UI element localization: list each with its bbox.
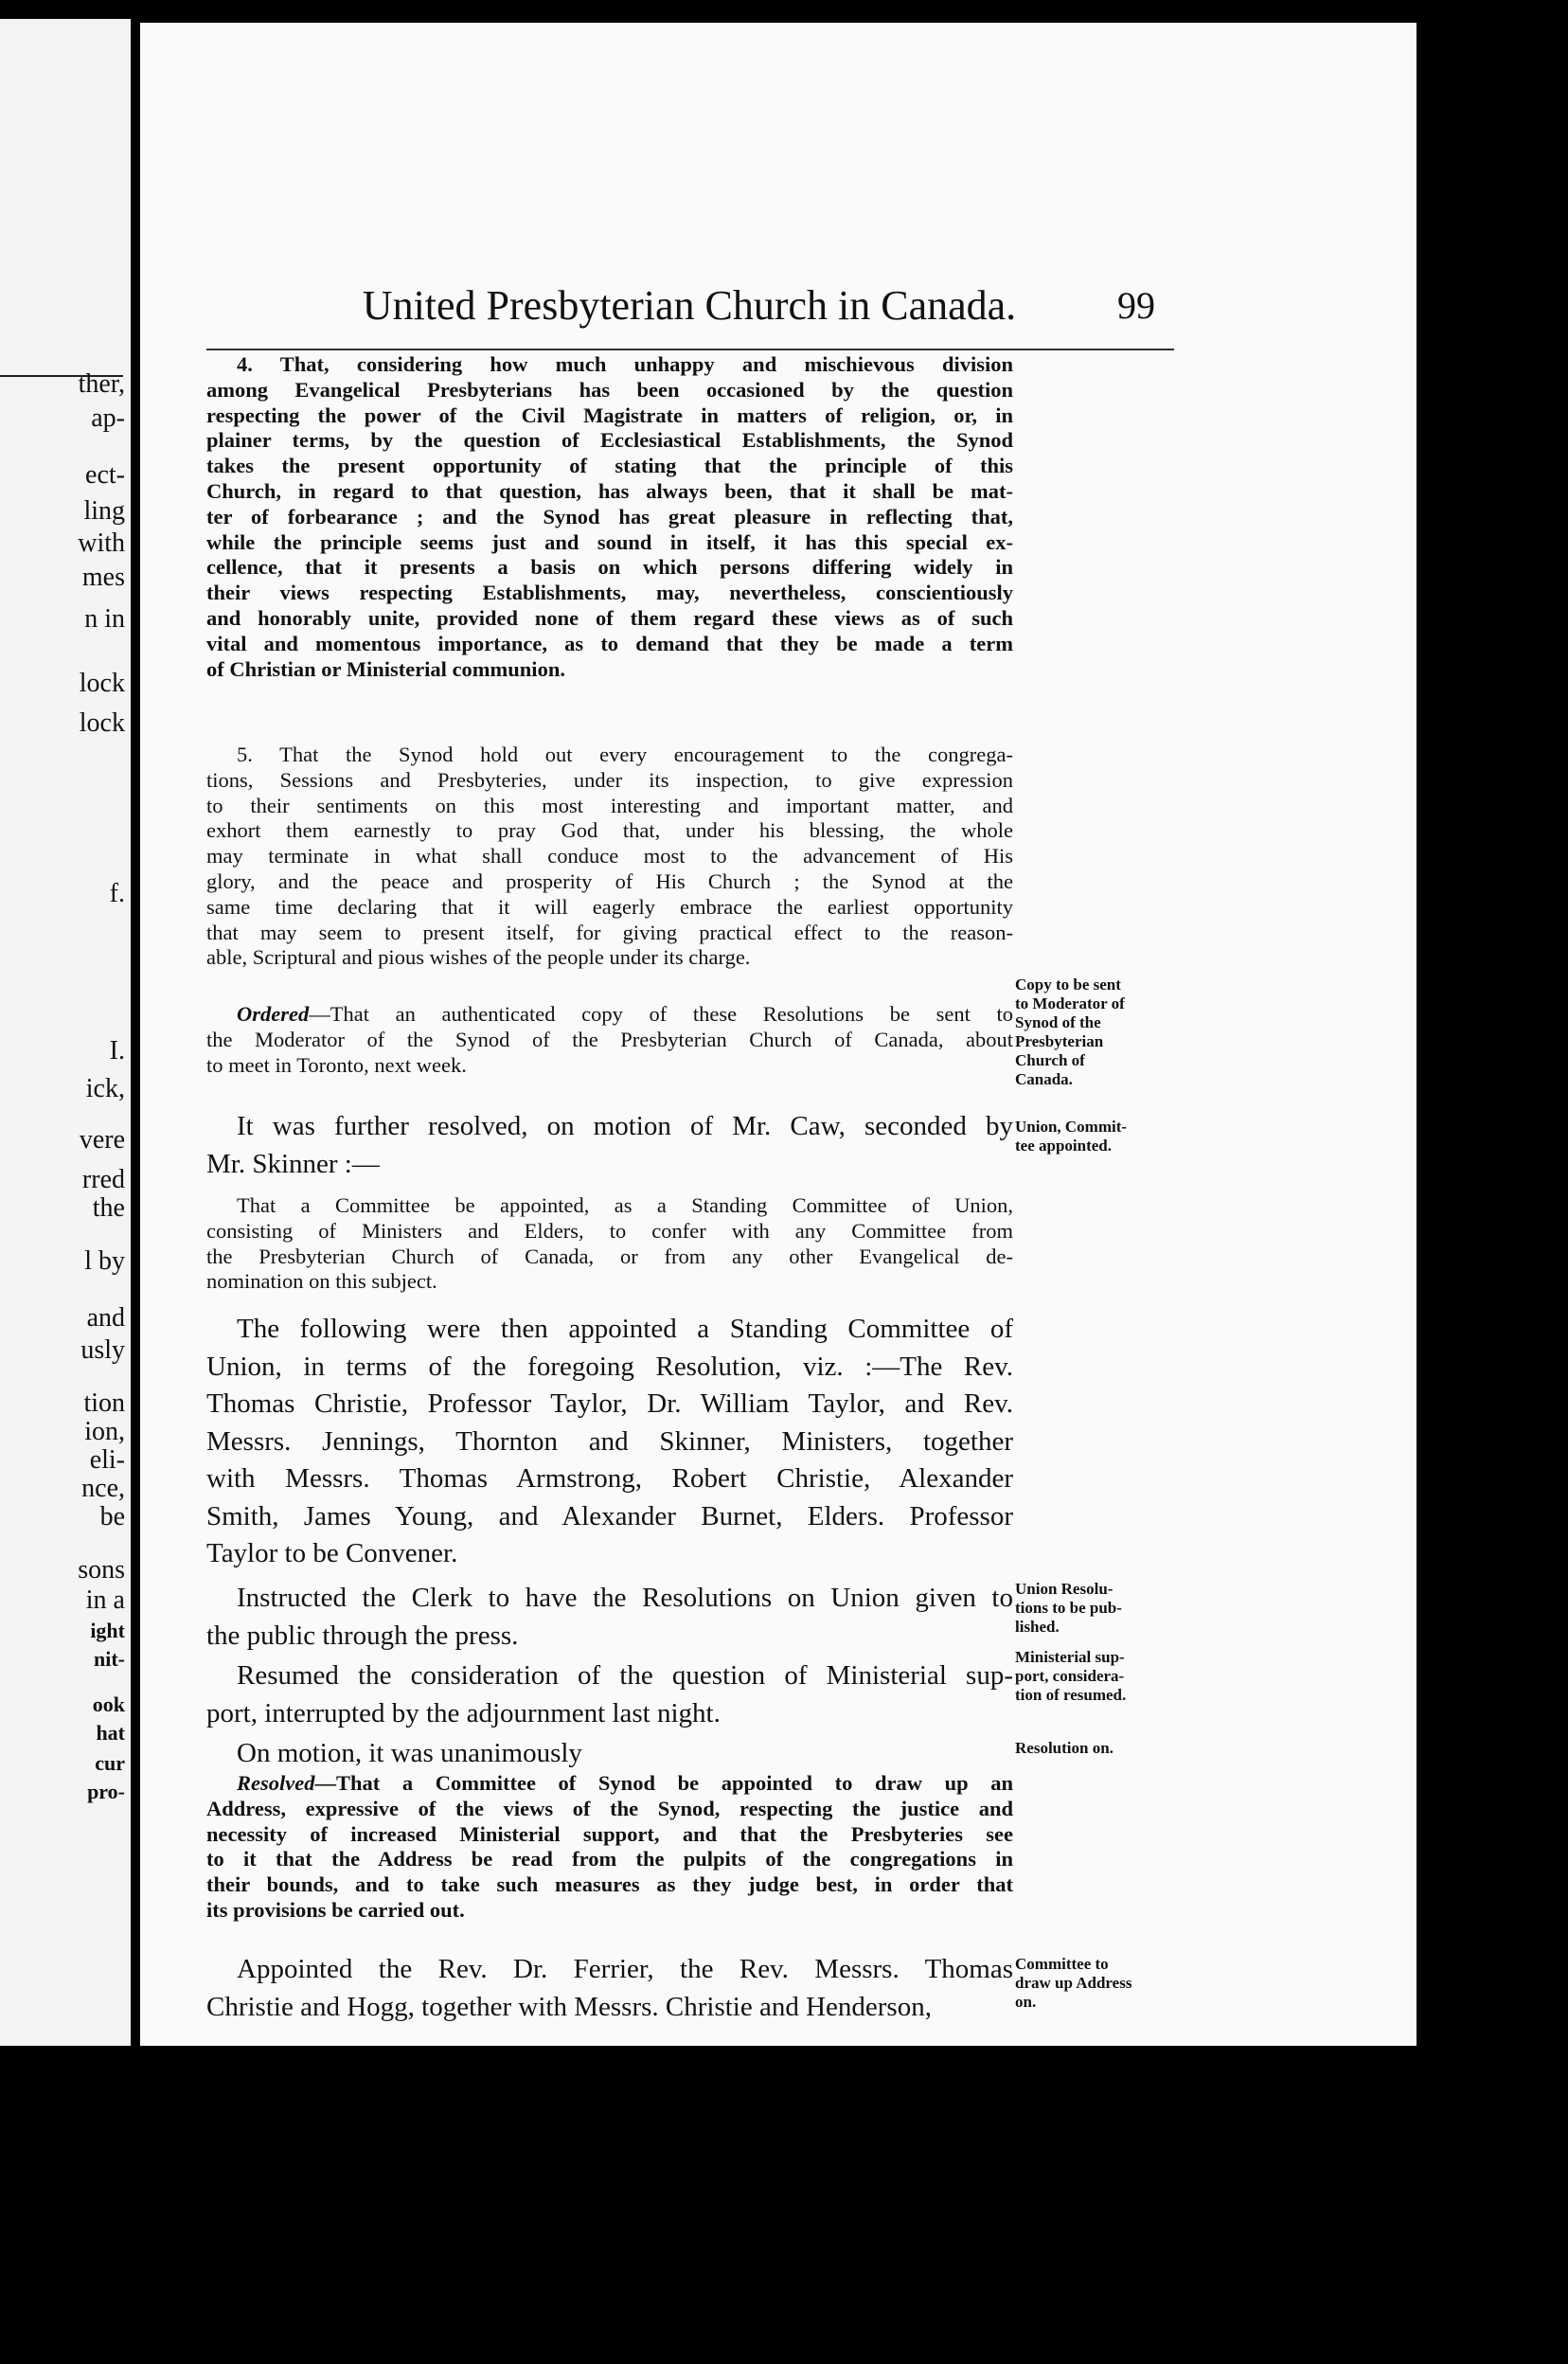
text-line: exhort them earnestly to pray God that, under his blessing, the whole	[206, 818, 1013, 843]
lead-word: Ordered	[237, 1002, 310, 1026]
text-line: to their sentiments on this most interesting and important matter, and	[206, 793, 1013, 817]
text-line: nomination on this subject.	[206, 1269, 437, 1294]
previous-page-fragment: ion,	[84, 1417, 125, 1446]
previous-page-fragment: ight	[90, 1619, 125, 1642]
text-line: respecting the power of the Civil Magistrate in matters of religion, or, in	[206, 403, 1013, 427]
lead-text: —That a Committee of Synod be appointed to draw up an	[314, 1771, 1013, 1795]
previous-page-fragment: usly	[80, 1335, 125, 1365]
following-appointed	[206, 1311, 1013, 1573]
previous-page-fragment: in a	[85, 1585, 125, 1615]
resumed-consideration	[206, 1657, 1013, 1732]
text-line: their views respecting Establishments, may, nevertheless, conscientiously	[206, 581, 1013, 605]
previous-page-fragment: lock	[79, 669, 125, 698]
previous-page-fragment: tion	[83, 1388, 125, 1418]
previous-page-fragment: and	[86, 1303, 125, 1333]
previous-page-fragment: pro-	[87, 1780, 125, 1803]
margin-note-resolution-on	[1015, 1739, 1189, 1758]
appointed-committee	[206, 1951, 1013, 2026]
text-line: port, interrupted by the adjournment last night.	[206, 1697, 721, 1728]
text-line: able, Scriptural and pious wishes of the people under its charge.	[206, 945, 751, 970]
previous-page-fragment: nce,	[81, 1474, 125, 1503]
text-line: Mr. Skinner :—	[206, 1148, 380, 1179]
margin-note-line: Union, Commit-	[1015, 1118, 1128, 1136]
previous-page-fragment: ick,	[85, 1074, 125, 1103]
margin-note-copy	[1015, 976, 1189, 1089]
header-rule	[206, 349, 1174, 350]
margin-note-line: Union Resolu-	[1015, 1580, 1114, 1598]
margin-note-line: Synod of the	[1015, 1013, 1101, 1031]
previous-page-fragment: with	[78, 528, 125, 558]
resolved-paragraph	[206, 1771, 1013, 1924]
text-line: Taylor to be Convener.	[206, 1538, 458, 1568]
margin-note-line: on.	[1015, 1993, 1037, 2011]
margin-note-line: Resolution on.	[1015, 1739, 1114, 1757]
text-line: necessity of increased Ministerial support, and that the Presbyteries see	[206, 1821, 1013, 1846]
margin-note-committee-address	[1015, 1955, 1189, 2012]
on-motion-line: On motion, it was unanimously	[237, 1738, 582, 1768]
text-line: of Christian or Ministerial communion.	[206, 656, 565, 681]
previous-page-fragment: I.	[109, 1036, 125, 1066]
text-line: Smith, James Young, and Alexander Burnet, Elders. Professor	[206, 1500, 1013, 1531]
text-line: It was further resolved, on motion of Mr. Caw, seconded by	[237, 1111, 1013, 1141]
margin-note-line: Copy to be sent	[1015, 976, 1121, 994]
text-line: Christie and Hogg, together with Messrs. Christie and Henderson,	[206, 1991, 932, 2022]
text-line: their bounds, and to take such measures as they judge best, in order that	[206, 1872, 1013, 1897]
previous-page-fragment: be	[99, 1502, 125, 1531]
text-line: 4. That, considering how much unhappy and mischievous division	[237, 352, 1013, 376]
previous-page-fragment: ook	[92, 1692, 125, 1716]
previous-page-fragment: f.	[109, 879, 125, 908]
margin-note-line: Canada.	[1015, 1070, 1073, 1088]
previous-page-edge	[0, 19, 131, 2046]
lead-word: Resolved	[237, 1771, 315, 1795]
text-line: 5. That the Synod hold out every encouragement to the congrega-	[237, 743, 1013, 766]
text-line: Appointed the Rev. Dr. Ferrier, the Rev. Messrs. Thomas	[237, 1954, 1013, 1984]
text-line: to it that the Address be read from the pulpits of the congregations in	[206, 1847, 1013, 1872]
previous-page-fragment: vere	[79, 1125, 125, 1155]
margin-note-line: tion of resumed.	[1015, 1686, 1127, 1704]
previous-page-fragment: sons	[78, 1555, 125, 1585]
text-line: tions, Sessions and Presbyteries, under its inspection, to give expression	[206, 767, 1013, 792]
text-line: vital and momentous importance, as to demand that they be made a term	[206, 631, 1013, 655]
previous-page-fragment: l by	[84, 1246, 125, 1276]
margin-note-line: to Moderator of	[1015, 994, 1125, 1012]
text-line: and honorably unite, provided none of them regard these views as of such	[206, 605, 1013, 630]
margin-note-line: tee appointed.	[1015, 1137, 1112, 1155]
text-line: Instructed the Clerk to have the Resolutions on Union given to	[237, 1583, 1013, 1613]
text-line: cellence, that it presents a basis on which persons differing widely in	[206, 555, 1013, 580]
margin-note-line: port, considera-	[1015, 1667, 1125, 1685]
text-line: Resumed the consideration of the question of Ministerial sup-	[237, 1660, 1013, 1691]
text-line: glory, and the peace and prosperity of His Church ; the Synod at the	[206, 869, 1013, 893]
text-line: The following were then appointed a Standing Committee of	[237, 1314, 1013, 1344]
lead-text: —That an authenticated copy of these Resolutions be sent to	[309, 1002, 1013, 1026]
text-line	[206, 1002, 1013, 1028]
text-line: same time declaring that it will eagerly embrace the earliest opportunity	[206, 894, 1013, 919]
margin-note-line: Church of	[1015, 1051, 1085, 1069]
text-line: That a Committee be appointed, as a Standing Committee of Union,	[237, 1193, 1013, 1217]
margin-note-line: Presbyterian	[1015, 1032, 1104, 1050]
previous-page-fragment: lock	[79, 708, 125, 738]
running-head: United Presbyterian Church in Canada.	[362, 282, 1017, 329]
previous-page-fragment: mes	[81, 563, 125, 592]
previous-page-fragment: ling	[83, 496, 125, 526]
text-line: Church, in regard to that question, has always been, that it shall be mat-	[206, 478, 1013, 503]
committee-resolution	[206, 1193, 1013, 1295]
previous-page-fragment: nit-	[94, 1647, 125, 1671]
text-line: Messrs. Jennings, Thornton and Skinner, Ministers, together	[206, 1425, 1013, 1457]
text-line: among Evangelical Presbyterians has been occasioned by the question	[206, 377, 1013, 402]
text-line: may terminate in what shall conduce most to the advancement of His	[206, 844, 1013, 869]
previous-page-fragment: rred	[81, 1165, 125, 1194]
text-line: the Presbyterian Church of Canada, or from any other Evangelical de-	[206, 1244, 1013, 1268]
ordered-paragraph	[206, 1002, 1013, 1078]
text-line: plainer terms, by the question of Ecclesiastical Establishments, the Synod	[206, 428, 1013, 453]
previous-page-fragment: ther,	[78, 369, 125, 399]
margin-note-line: lished.	[1015, 1618, 1060, 1636]
text-line: the public through the press.	[206, 1620, 519, 1651]
text-line: Address, expressive of the views of the Synod, respecting the justice and	[206, 1796, 1013, 1820]
text-line	[206, 1771, 1013, 1797]
resolution-5	[206, 743, 1013, 971]
previous-page-fragment: the	[92, 1193, 125, 1223]
text-line: with Messrs. Thomas Armstrong, Robert Christie, Alexander	[206, 1463, 1013, 1494]
text-line: while the principle seems just and sound in itself, it has this special ex-	[206, 529, 1013, 554]
text-line: its provisions be carried out.	[206, 1897, 465, 1922]
margin-note-union-resolutions	[1015, 1580, 1189, 1637]
text-line: takes the present opportunity of stating that the principle of this	[206, 454, 1013, 478]
text-line: ter of forbearance ; and the Synod has great pleasure in reflecting that,	[206, 504, 1013, 528]
margin-note-line: tions to be pub-	[1015, 1599, 1122, 1617]
previous-page-fragment: n in	[84, 604, 125, 634]
resolution-4	[206, 352, 1013, 682]
instructed-clerk	[206, 1580, 1013, 1655]
previous-page-fragment: eli-	[89, 1445, 125, 1475]
text-line: to meet in Toronto, next week.	[206, 1052, 467, 1077]
page-number: 99	[1117, 284, 1155, 327]
text-line: that may seem to present itself, for giving practical effect to the reason-	[206, 920, 1013, 944]
margin-note-line: draw up Address	[1015, 1974, 1132, 1992]
previous-page-fragment: ap-	[91, 403, 125, 433]
margin-note-union-committee	[1015, 1118, 1189, 1155]
previous-page-fragment: hat	[96, 1721, 125, 1745]
text-line: Union, in terms of the foregoing Resolution, viz. :—The Rev.	[206, 1351, 1013, 1382]
previous-page-fragment: cur	[95, 1751, 125, 1775]
text-line: consisting of Ministers and Elders, to confer with any Committee from	[206, 1218, 1013, 1243]
margin-note-line: Committee to	[1015, 1955, 1109, 1973]
margin-note-ministerial	[1015, 1648, 1189, 1705]
previous-page-fragment: ect-	[85, 460, 125, 490]
text-line: the Moderator of the Synod of the Presbyterian Church of Canada, about	[206, 1027, 1013, 1051]
further-resolved	[206, 1108, 1013, 1183]
margin-note-line: Ministerial sup-	[1015, 1648, 1125, 1666]
on-motion	[206, 1735, 1013, 1773]
text-line: Thomas Christie, Professor Taylor, Dr. William Taylor, and Rev.	[206, 1388, 1013, 1419]
